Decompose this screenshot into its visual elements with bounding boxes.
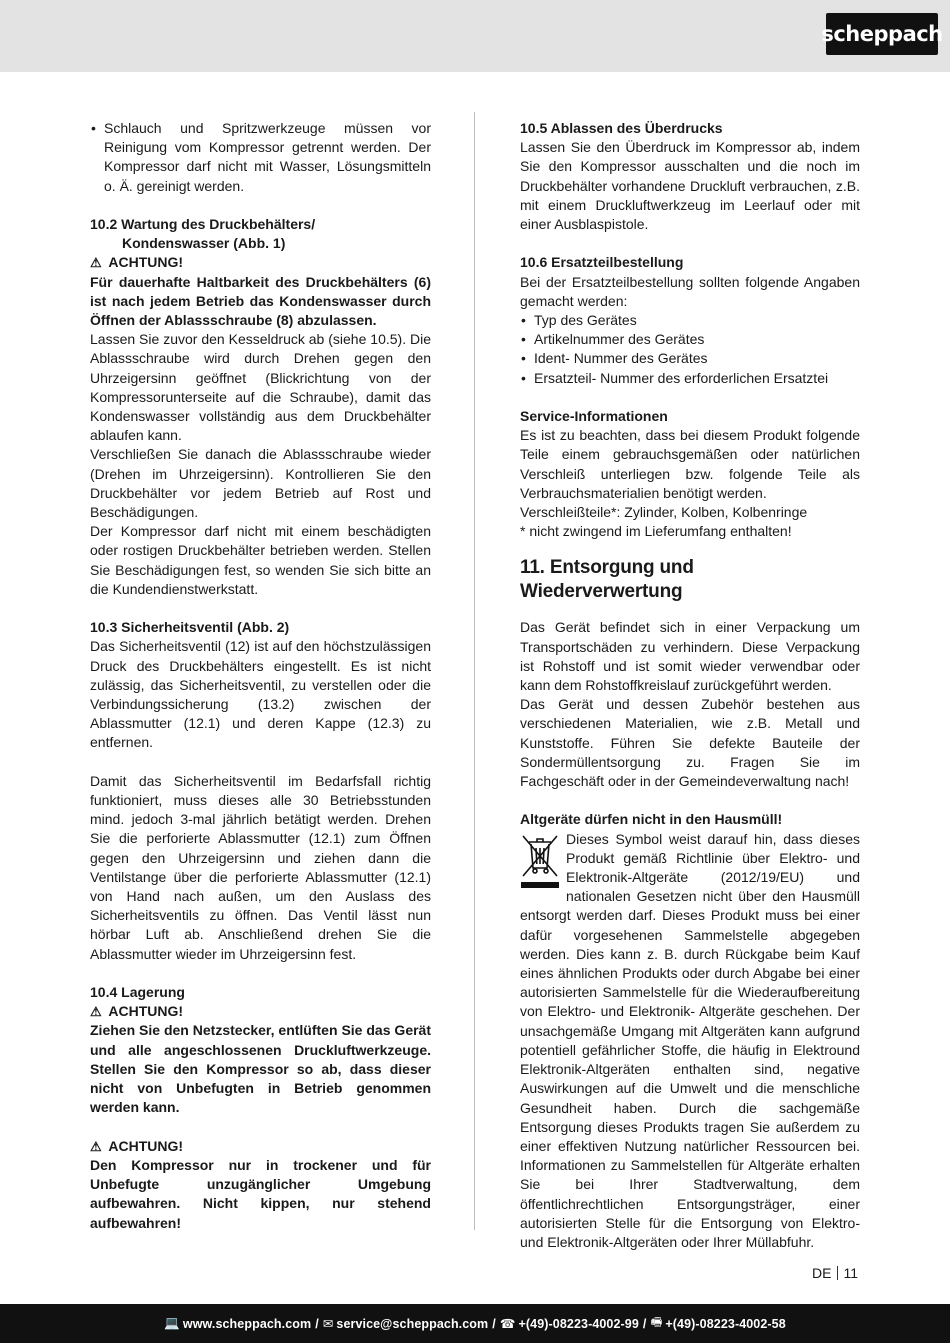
right-column	[520, 119, 860, 1252]
chapter-11-paragraph: Das Gerät befindet sich in einer Verpackung um Transportschäden zu verhindern. Diese Verpackung ist Rohstoff und ist somit wieder verwendbar oder kann dem Rohstoffkreislauf zurückgeführt werden.	[520, 619, 860, 694]
section-10-2-paragraph: Lassen Sie zuvor den Kesseldruck ab (siehe 10.5). Die Ablassschraube wird durch Drehen gegen den Uhrzeigersinn geöffnet (Blickrichtung von der Kompressorunterseite auf die Schraube), damit das Kondenswasser vollständig aus dem Druckbehälter ablaufen kann.	[90, 331, 431, 444]
section-10-4-warning-text: Den Kompressor nur in trockener und für Unbefugte unzugänglicher Umgebung aufbewahren. Nicht kippen, nur stehend aufbewahren!	[90, 1156, 431, 1231]
list-item: • Ersatzteil- Nummer des erforderlichen Ersatztei	[520, 369, 860, 388]
list-item: • Ident- Nummer des Gerätes	[520, 349, 860, 368]
delivery-note: * nicht zwingend im Lieferumfang enthalten!	[520, 523, 792, 540]
footer-bar	[0, 1304, 950, 1343]
phone-icon: ☎	[499, 1317, 516, 1331]
warning-triangle-icon: ⚠	[90, 255, 102, 271]
warning-heading: ⚠ ACHTUNG!	[90, 1002, 431, 1021]
cleaning-bullet-list	[90, 119, 431, 196]
header-bar	[0, 0, 950, 72]
list-item: • Typ des Gerätes	[520, 311, 860, 330]
spare-parts-list	[520, 311, 860, 388]
footer-separator: /	[315, 1316, 319, 1331]
section-10-2-paragraph: Der Kompressor darf nicht mit einem beschädigten oder rostigen Druckbehälter betrieben werden. Stellen Sie Beschädigungen fest, so wenden Sie sich bitte an die Kundendienstwerkstatt.	[90, 523, 431, 597]
crossed-bin-icon	[520, 832, 560, 890]
warning-triangle-icon: ⚠	[90, 1138, 102, 1154]
footer-phone: +(49)-08223-4002-99	[518, 1316, 639, 1331]
warning-heading: ⚠ ACHTUNG!	[90, 253, 431, 272]
language-code: DE	[812, 1265, 832, 1281]
footer-separator: /	[642, 1316, 647, 1331]
left-column	[90, 119, 431, 1233]
page-number-separator	[837, 1266, 838, 1280]
section-10-2-warning-text: Für dauerhafte Haltbarkeit des Druckbehälters (6) ist nach jedem Betrieb das Kondenswasser durch Öffnen der Ablassschraube (8) abzulassen.	[90, 273, 431, 329]
wear-parts-line: Verschleißteile*: Zylinder, Kolben, Kolbenringe	[520, 504, 808, 521]
section-10-2-paragraph: Verschließen Sie danach die Ablassschraube wieder (Drehen im Uhrzeigersinn). Kontrollieren Sie den Druckbehälter vor jedem Betrieb auf Rost und Beschädigungen.	[90, 446, 431, 521]
weee-title: Altgeräte dürfen nicht in den Hausmüll!	[520, 811, 783, 828]
warning-heading: ⚠ ACHTUNG!	[90, 1137, 431, 1156]
section-10-6-paragraph: Bei der Ersatzteilbestellung sollten folgende Angaben gemacht werden:	[520, 273, 860, 309]
list-item: • Artikelnummer des Gerätes	[520, 330, 860, 349]
service-info-paragraph: Es ist zu beachten, dass bei diesem Produkt folgende Teile einem gebrauchsgemäßen oder natürlichen Verschleiß unterliegen bzw. folgende Teile als Verbrauchsmaterialien benötigt werden.	[520, 427, 860, 501]
email-icon: ✉	[322, 1317, 334, 1331]
footer-email-link[interactable]: service@scheppach.com	[336, 1316, 489, 1331]
fax-icon: 🖷	[650, 1315, 663, 1329]
section-10-5-title: 10.5 Ablassen des Überdrucks	[520, 120, 723, 136]
section-10-2-title-line2: Kondenswasser (Abb. 1)	[122, 235, 286, 252]
section-10-3-title: 10.3 Sicherheitsventil (Abb. 2)	[90, 619, 290, 636]
weee-block	[520, 830, 860, 1252]
service-info-title: Service-Informationen	[520, 408, 668, 425]
section-10-5-paragraph: Lassen Sie den Überdruck im Kompressor ab, indem Sie den Kompressor ausschalten und die noch im Druckbehälter vorhandene Druckluft verbrauchen, z.B. mit einem Druckluftwerkzeug im Leerlauf oder mit einer Ausblaspistole.	[520, 139, 860, 233]
column-divider	[474, 112, 475, 1230]
page-number-value: 11	[843, 1265, 858, 1281]
weee-paragraph: Dieses Symbol weist darauf hin, dass dieses Produkt gemäß Richtlinie über Elektro- und Elektronik-Altgeräte (2012/19/EU) und nationalen Gesetzen nicht über den Hausmüll entsorgt werden darf. Dieses Produkt muss bei einer dafür vorgesehenen Sammelstelle abgegeben werden. Dies kann z. B. durch Rückgabe beim Kauf eines ähnlichen Produkts oder durch Abgabe bei einer autorisierten Sammelstelle für die Wiederaufbereitung von Elektro- und Elektronik- Altgeräte geschehen. Der unsachgemäße Umgang mit Altgeräten kann aufgrund potentiell gefährlicher Stoffe, die häufig in Elektround Elektronik-Altgeräten enthalten sind, negative Auswirkungen auf die Umwelt und die menschliche Gesundheit haben. Durch die sachgemäße Entsorgung dieses Produkts tragen Sie außerdem zu einer effektiven Nutzung natürlicher Ressourcen bei. Informationen zu Sammelstellen für Altgeräte erhalten Sie bei Ihrer Stadtverwaltung, dem öffentlichrechtlichen Entsorgungsträger, einer autorisierten Stelle für die Entsorgung von Elektro- und Elektronik-Altgeräten oder Ihrer Müllabfuhr.	[520, 830, 860, 1250]
section-10-4-warning-text: Ziehen Sie den Netzstecker, entlüften Sie das Gerät und alle angeschlossenen Druckluftwerkzeuge. Stellen Sie den Kompressor so ab, dass dieser nicht von Unbefugten in Betrieb genommen werden kann.	[90, 1022, 431, 1116]
chapter-11-title: 11. Entsorgung und Wiederverwertung	[520, 557, 694, 603]
footer-separator: /	[492, 1316, 496, 1331]
section-10-6-title: 10.6 Ersatzteilbestellung	[520, 254, 684, 271]
section-10-4-title: 10.4 Lagerung	[90, 984, 185, 1001]
list-item: • Schlauch und Spritzwerkzeuge müssen vor Reinigung vom Kompressor getrennt werden. Der Kompressor darf nicht mit Wasser, Lösungsmitteln o. Ä. gereinigt werden.	[90, 119, 431, 196]
computer-icon: 💻	[164, 1316, 180, 1330]
warning-triangle-icon: ⚠	[90, 1004, 102, 1020]
chapter-11-paragraph: Das Gerät und dessen Zubehör bestehen aus verschiedenen Materialien, wie z.B. Metall und Kunststoffe. Führen Sie defekte Bauteile der Sondermüllentsorgung zu. Fragen Sie im Fachgeschäft oder in der Gemeindeverwaltung nach!	[520, 696, 860, 790]
section-10-2-title-line1: 10.2 Wartung des Druckbehälters/	[90, 216, 316, 232]
section-10-3-paragraph: Das Sicherheitsventil (12) ist auf den höchstzulässigen Druck des Druckbehälters eingestellt. Es ist nicht zulässig, das Sicherheitsventil, zu verstellen oder die Verbindungssicherung (13.2) zwischen der Ablassmutter (12.1) und deren Kappe (12.3) zu entfernen.	[90, 638, 431, 751]
footer-fax: +(49)-08223-4002-58	[665, 1316, 786, 1331]
section-10-3-paragraph: Damit das Sicherheitsventil im Bedarfsfall richtig funktioniert, muss dieses alle 30 Betriebsstunden mind. jedoch 3-mal jährlich betätigt werden. Drehen Sie die perforierte Ablassmutter (12.1) zum Öffnen gegen den Uhrzeigersinn und ziehen dann die Ventilstange über die perforierte Ablassmutter (12.1) von Hand nach außen, um den Auslass des Sicherheitsventils zu öffnen. Das Ventil lässt nun hörbar Luft ab. Anschließend drehen Sie die Ablassmutter wieder im Uhrzeigersinn fest.	[90, 772, 431, 962]
page-number	[812, 1265, 858, 1281]
scheppach-logo: scheppach	[826, 13, 938, 55]
footer-website-link[interactable]: www.scheppach.com	[182, 1316, 312, 1331]
